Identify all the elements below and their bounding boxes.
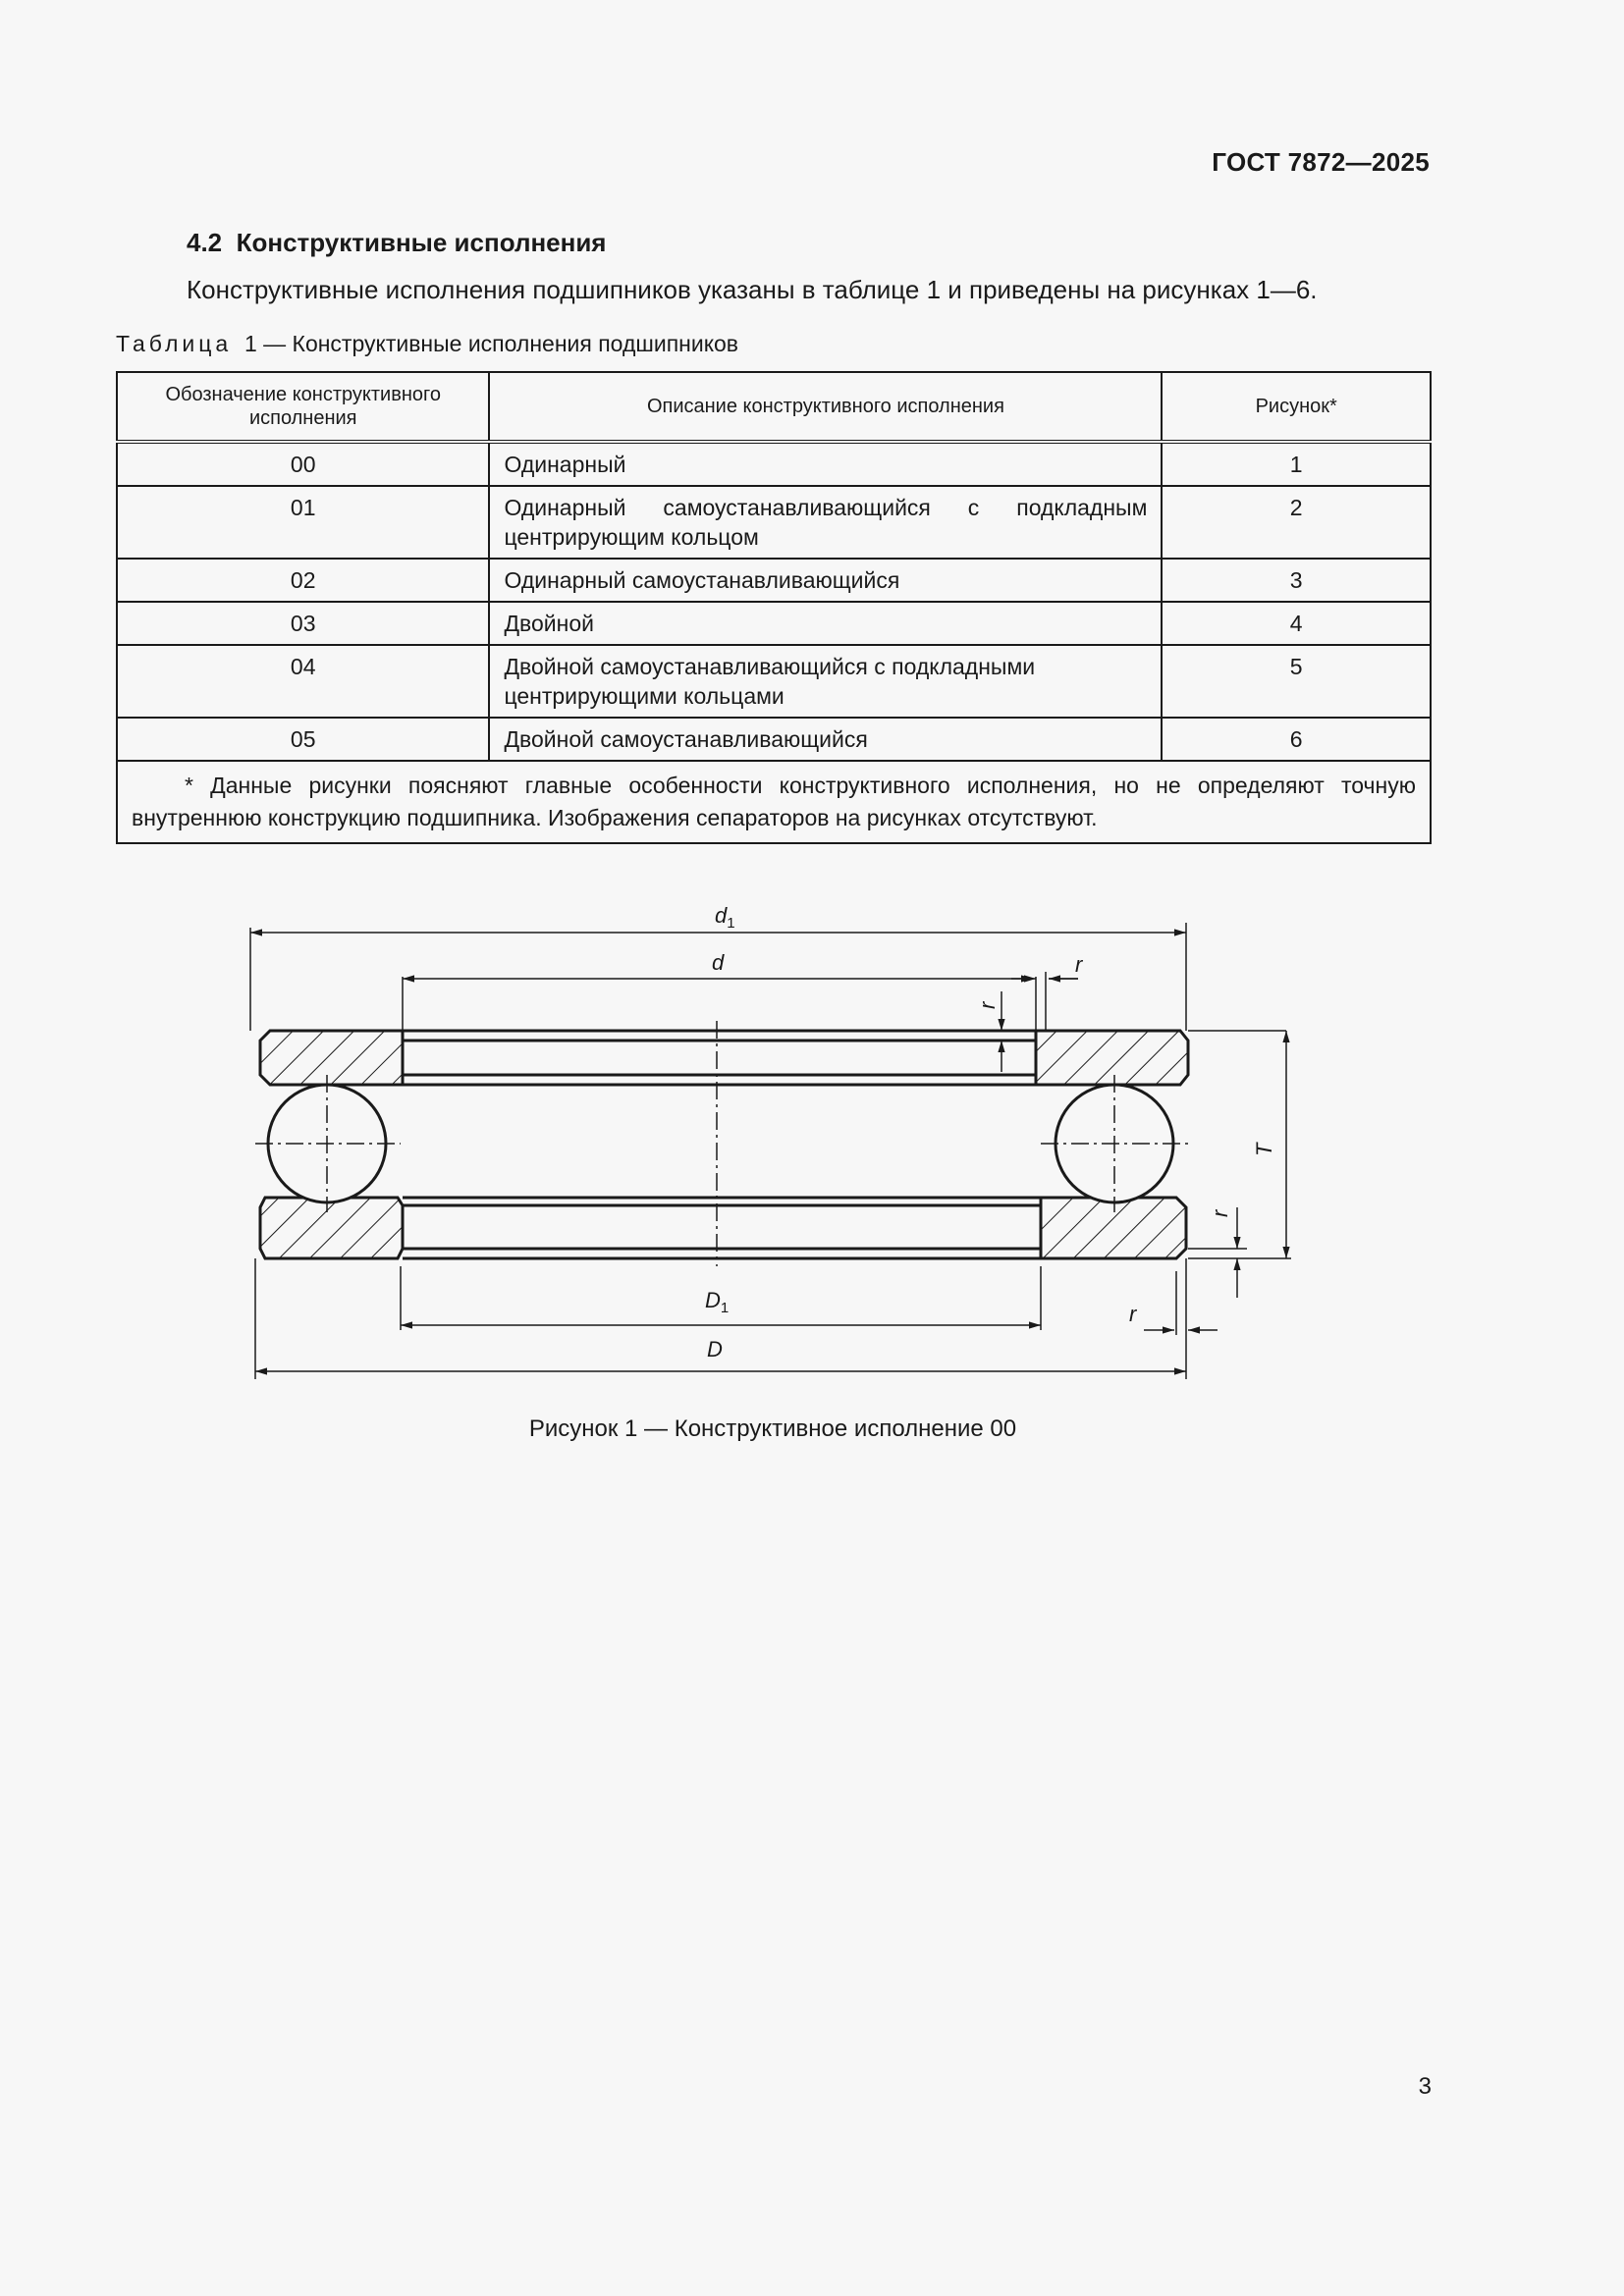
figure-caption: Рисунок 1 — Конструктивное исполнение 00 bbox=[528, 1415, 1017, 1442]
label-D: D bbox=[707, 1337, 723, 1362]
footnote-text: * Данные рисунки поясняют главные особенности конструктивного исполнения, но не определяют точную внутреннюю конструкцию подшипника. Изображения сепараторов на рисунках отсутствуют. bbox=[132, 773, 1416, 830]
table-footnote bbox=[117, 761, 1431, 843]
label-D1: $D_1$ bbox=[705, 1288, 730, 1316]
cell-description: Двойной bbox=[489, 602, 1162, 645]
section-number: 4.2 bbox=[187, 228, 223, 257]
standard-code: ГОСТ 7872—2025 bbox=[1212, 147, 1430, 177]
upper-washer-right-section bbox=[1036, 1031, 1188, 1085]
section-heading bbox=[187, 228, 606, 258]
cell-description: Одинарный самоустанавливающийся с подкладным центрирующим кольцом bbox=[489, 486, 1162, 559]
label-r-lower: r bbox=[1129, 1302, 1137, 1326]
lower-washer-left-section bbox=[260, 1198, 403, 1258]
table-row bbox=[117, 559, 1431, 602]
cell-figure: 3 bbox=[1162, 559, 1431, 602]
cell-description: Одинарный самоустанавливающийся bbox=[489, 559, 1162, 602]
cell-figure: 2 bbox=[1162, 486, 1431, 559]
cell-figure: 1 bbox=[1162, 442, 1431, 486]
cell-figure: 6 bbox=[1162, 718, 1431, 761]
cell-code: 03 bbox=[117, 602, 489, 645]
cell-figure: 5 bbox=[1162, 645, 1431, 718]
cell-description: Двойной самоустанавливающийся с подкладными центрирующими кольцами bbox=[489, 645, 1162, 718]
cell-figure: 4 bbox=[1162, 602, 1431, 645]
table-row bbox=[117, 645, 1431, 718]
header-code: Обозначение конструктивного исполнения bbox=[117, 372, 489, 442]
cell-description: Одинарный bbox=[489, 442, 1162, 486]
lower-washer-right-section bbox=[1041, 1198, 1186, 1258]
label-r-lower-vertical: r bbox=[1208, 1209, 1232, 1217]
table-caption-prefix: Таблица bbox=[116, 331, 233, 356]
upper-washer-left-section bbox=[260, 1031, 403, 1085]
design-variants-table bbox=[116, 371, 1432, 844]
cell-code: 02 bbox=[117, 559, 489, 602]
cell-description: Двойной самоустанавливающийся bbox=[489, 718, 1162, 761]
cell-code: 05 bbox=[117, 718, 489, 761]
table-footnote-row bbox=[117, 761, 1431, 843]
upper-washer-bore-band bbox=[403, 1041, 1036, 1075]
bearing-drawing bbox=[226, 883, 1335, 1394]
label-T: T bbox=[1252, 1143, 1276, 1156]
table-row bbox=[117, 602, 1431, 645]
table-row bbox=[117, 442, 1431, 486]
header-figure: Рисунок* bbox=[1162, 372, 1431, 442]
cell-code: 01 bbox=[117, 486, 489, 559]
table-header-row bbox=[117, 372, 1431, 442]
label-d1: $d_1$ bbox=[715, 903, 735, 932]
page-number: 3 bbox=[1418, 2073, 1432, 2100]
label-d: d bbox=[712, 950, 725, 975]
cell-code: 00 bbox=[117, 442, 489, 486]
table-caption-text: 1 — Конструктивные исполнения подшипников bbox=[244, 331, 739, 356]
table-row bbox=[117, 486, 1431, 559]
label-r-top-vertical: r bbox=[975, 1001, 1000, 1009]
table-row bbox=[117, 718, 1431, 761]
section-intro: Конструктивные исполнения подшипников указаны в таблице 1 и приведены на рисунках 1—6. bbox=[187, 275, 1318, 304]
label-r-top: r bbox=[1075, 952, 1083, 977]
section-title: Конструктивные исполнения bbox=[236, 228, 607, 257]
table-caption bbox=[116, 331, 738, 357]
cell-code: 04 bbox=[117, 645, 489, 718]
header-description: Описание конструктивного исполнения bbox=[489, 372, 1162, 442]
lower-washer-bore-band bbox=[403, 1205, 1041, 1249]
